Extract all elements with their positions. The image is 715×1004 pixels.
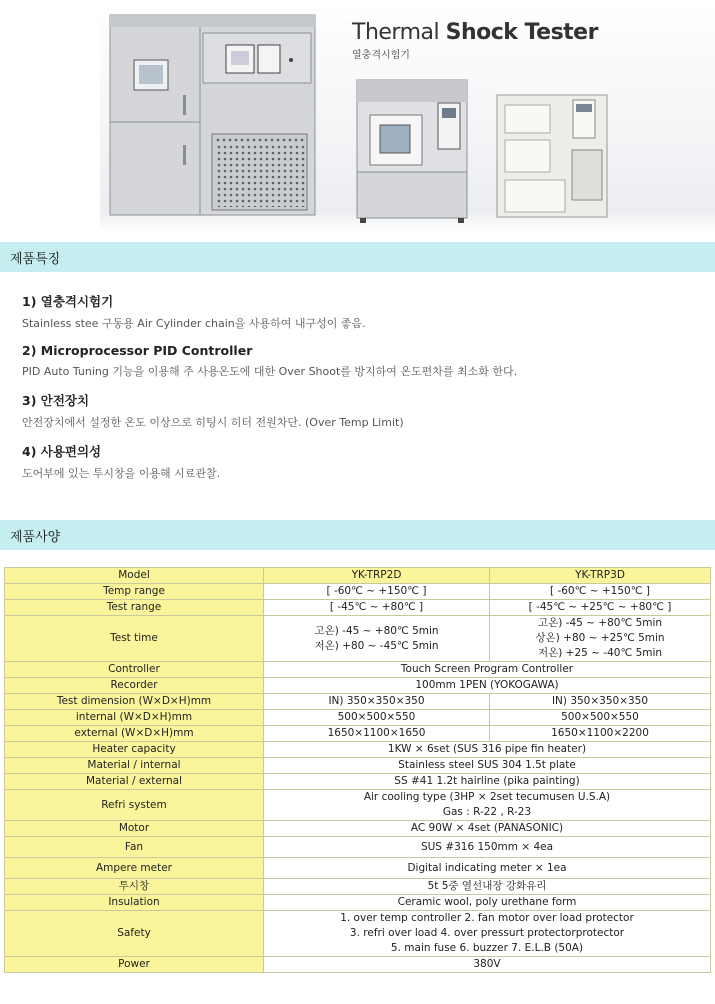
spec-label: Test time [5,616,264,662]
spec-label: Test dimension (W×D×H)mm [5,694,264,710]
spec-row-window [5,879,711,895]
spec-value: 5t 5중 열선내장 강화유리 [264,879,711,895]
spec-label: Motor [5,821,264,837]
feature-title: 3) 안전장치 [22,393,90,408]
spec-row-test-time [5,616,711,662]
test-time-line: 상온) +80 ~ +25℃ 5min [535,632,665,644]
spec-value: 100mm 1PEN (YOKOGAWA) [264,678,711,694]
spec-row-heater [5,742,711,758]
spec-value: 380V [264,957,711,973]
spec-value: 1KW × 6set (SUS 316 pipe fin heater) [264,742,711,758]
spec-value-b: 500×500×550 [490,710,711,726]
features-section-title: 제품특징 [10,251,61,267]
spec-row-external [5,726,711,742]
feature-title: 1) 열충격시험기 [22,294,114,309]
spec-label: Temp range [5,584,264,600]
spec-value-b: [ -45℃ ~ +25℃ ~ +80℃ ] [490,600,711,616]
feature-desc: Stainless stee 구동용 Air Cylinder chain을 사용하여 내구성이 좋음. [22,317,366,330]
small-chamber-image [497,95,607,217]
spec-label: internal (W×D×H)mm [5,710,264,726]
title-light: Thermal [352,20,440,45]
safety-line: 5. main fuse 6. buzzer 7. E.L.B (50A) [390,942,584,954]
feature-item [22,391,712,430]
feature-item [22,343,712,379]
spec-label: Model [5,568,264,584]
test-time-line: 고온) -45 ~ +80℃ 5min [314,624,439,637]
spec-row-test-range [5,600,711,616]
spec-label: Power [5,957,264,973]
safety-line: 3. refri over load 4. over pressurt protectorprotector [349,927,625,939]
test-time-line: 저온) +25 ~ -40℃ 5min [537,647,663,659]
spec-row-material-internal [5,758,711,774]
spec-value: SUS #316 150mm × 4ea [264,837,711,858]
spec-value: Touch Screen Program Controller [264,662,711,678]
spec-label: external (W×D×H)mm [5,726,264,742]
spec-row-safety [5,911,711,957]
spec-value-a: [ -60℃ ~ +150℃ ] [264,584,490,600]
spec-value: AC 90W × 4set (PANASONIC) [264,821,711,837]
refri-line: Air cooling type (3HP × 2set tecumusen U.S.A) [363,791,611,803]
spec-value [264,911,711,957]
features-section-header [0,242,715,272]
hero-banner [0,0,715,240]
spec-value-a: 500×500×550 [264,710,490,726]
spec-row-controller [5,662,711,678]
feature-desc: PID Auto Tuning 기능을 이용해 주 사용온도에 대한 Over Shoot를 방지하여 온도편차를 최소화 한다. [22,365,518,378]
spec-label: 투시창 [5,879,264,895]
feature-item [22,292,712,331]
spec-label: Safety [5,911,264,957]
feature-title: 2) Microprocessor PID Controller [22,343,253,358]
spec-row-motor [5,821,711,837]
spec-value-a: YK-TRP2D [264,568,490,584]
feature-item [22,442,712,481]
spec-row-recorder [5,678,711,694]
large-chamber-image [110,15,315,215]
specs-section-header [0,520,715,550]
spec-row-ampere [5,858,711,879]
spec-value-b: YK-TRP3D [490,568,711,584]
spec-row-insulation [5,895,711,911]
spec-row-internal [5,710,711,726]
features-list [0,282,712,493]
spec-label: Heater capacity [5,742,264,758]
spec-label: Test range [5,600,264,616]
spec-row-power [5,957,711,973]
spec-value: Ceramic wool, poly urethane form [264,895,711,911]
test-time-line: 저온) +80 ~ -45℃ 5min [314,639,439,652]
spec-value: Stainless steel SUS 304 1.5t plate [264,758,711,774]
spec-value-a: 1650×1100×1650 [264,726,490,742]
medium-chamber-image [357,80,467,223]
spec-label: Refri system [5,790,264,821]
spec-row-material-external [5,774,711,790]
spec-value: Digital indicating meter × 1ea [264,858,711,879]
spec-value [264,790,711,821]
spec-label: Recorder [5,678,264,694]
spec-value-a [264,616,490,662]
feature-title: 4) 사용편의성 [22,444,102,459]
spec-value: SS #41 1.2t hairline (pika painting) [264,774,711,790]
spec-row-test-dimension [5,694,711,710]
spec-label: Insulation [5,895,264,911]
feature-desc: 도어부에 있는 투시창을 이용해 시료관찰. [22,467,221,480]
spec-table [4,567,711,973]
spec-label: Ampere meter [5,858,264,879]
spec-label: Material / external [5,774,264,790]
spec-value-a: IN) 350×350×350 [264,694,490,710]
title-bold: Shock Tester [445,20,598,45]
spec-row-temp-range [5,584,711,600]
product-title [352,20,598,45]
spec-value-b: IN) 350×350×350 [490,694,711,710]
refri-line: Gas : R-22 , R-23 [442,806,532,818]
test-time-line: 고온) -45 ~ +80℃ 5min [537,617,663,629]
spec-label: Controller [5,662,264,678]
spec-row-refri [5,790,711,821]
feature-desc: 안전장치에서 설정한 온도 이상으로 히팅시 히터 전원차단. (Over Temp Limit) [22,416,404,429]
spec-label: Fan [5,837,264,858]
specs-section-title: 제품사양 [10,529,61,545]
spec-value-b: 1650×1100×2200 [490,726,711,742]
spec-value-a: [ -45℃ ~ +80℃ ] [264,600,490,616]
product-subtitle: 열충격시험기 [352,50,410,61]
spec-value-b [490,616,711,662]
spec-row-model [5,568,711,584]
spec-value-b: [ -60℃ ~ +150℃ ] [490,584,711,600]
spec-row-fan [5,837,711,858]
spec-label: Material / internal [5,758,264,774]
safety-line: 1. over temp controller 2. fan motor over load protector [340,912,634,924]
